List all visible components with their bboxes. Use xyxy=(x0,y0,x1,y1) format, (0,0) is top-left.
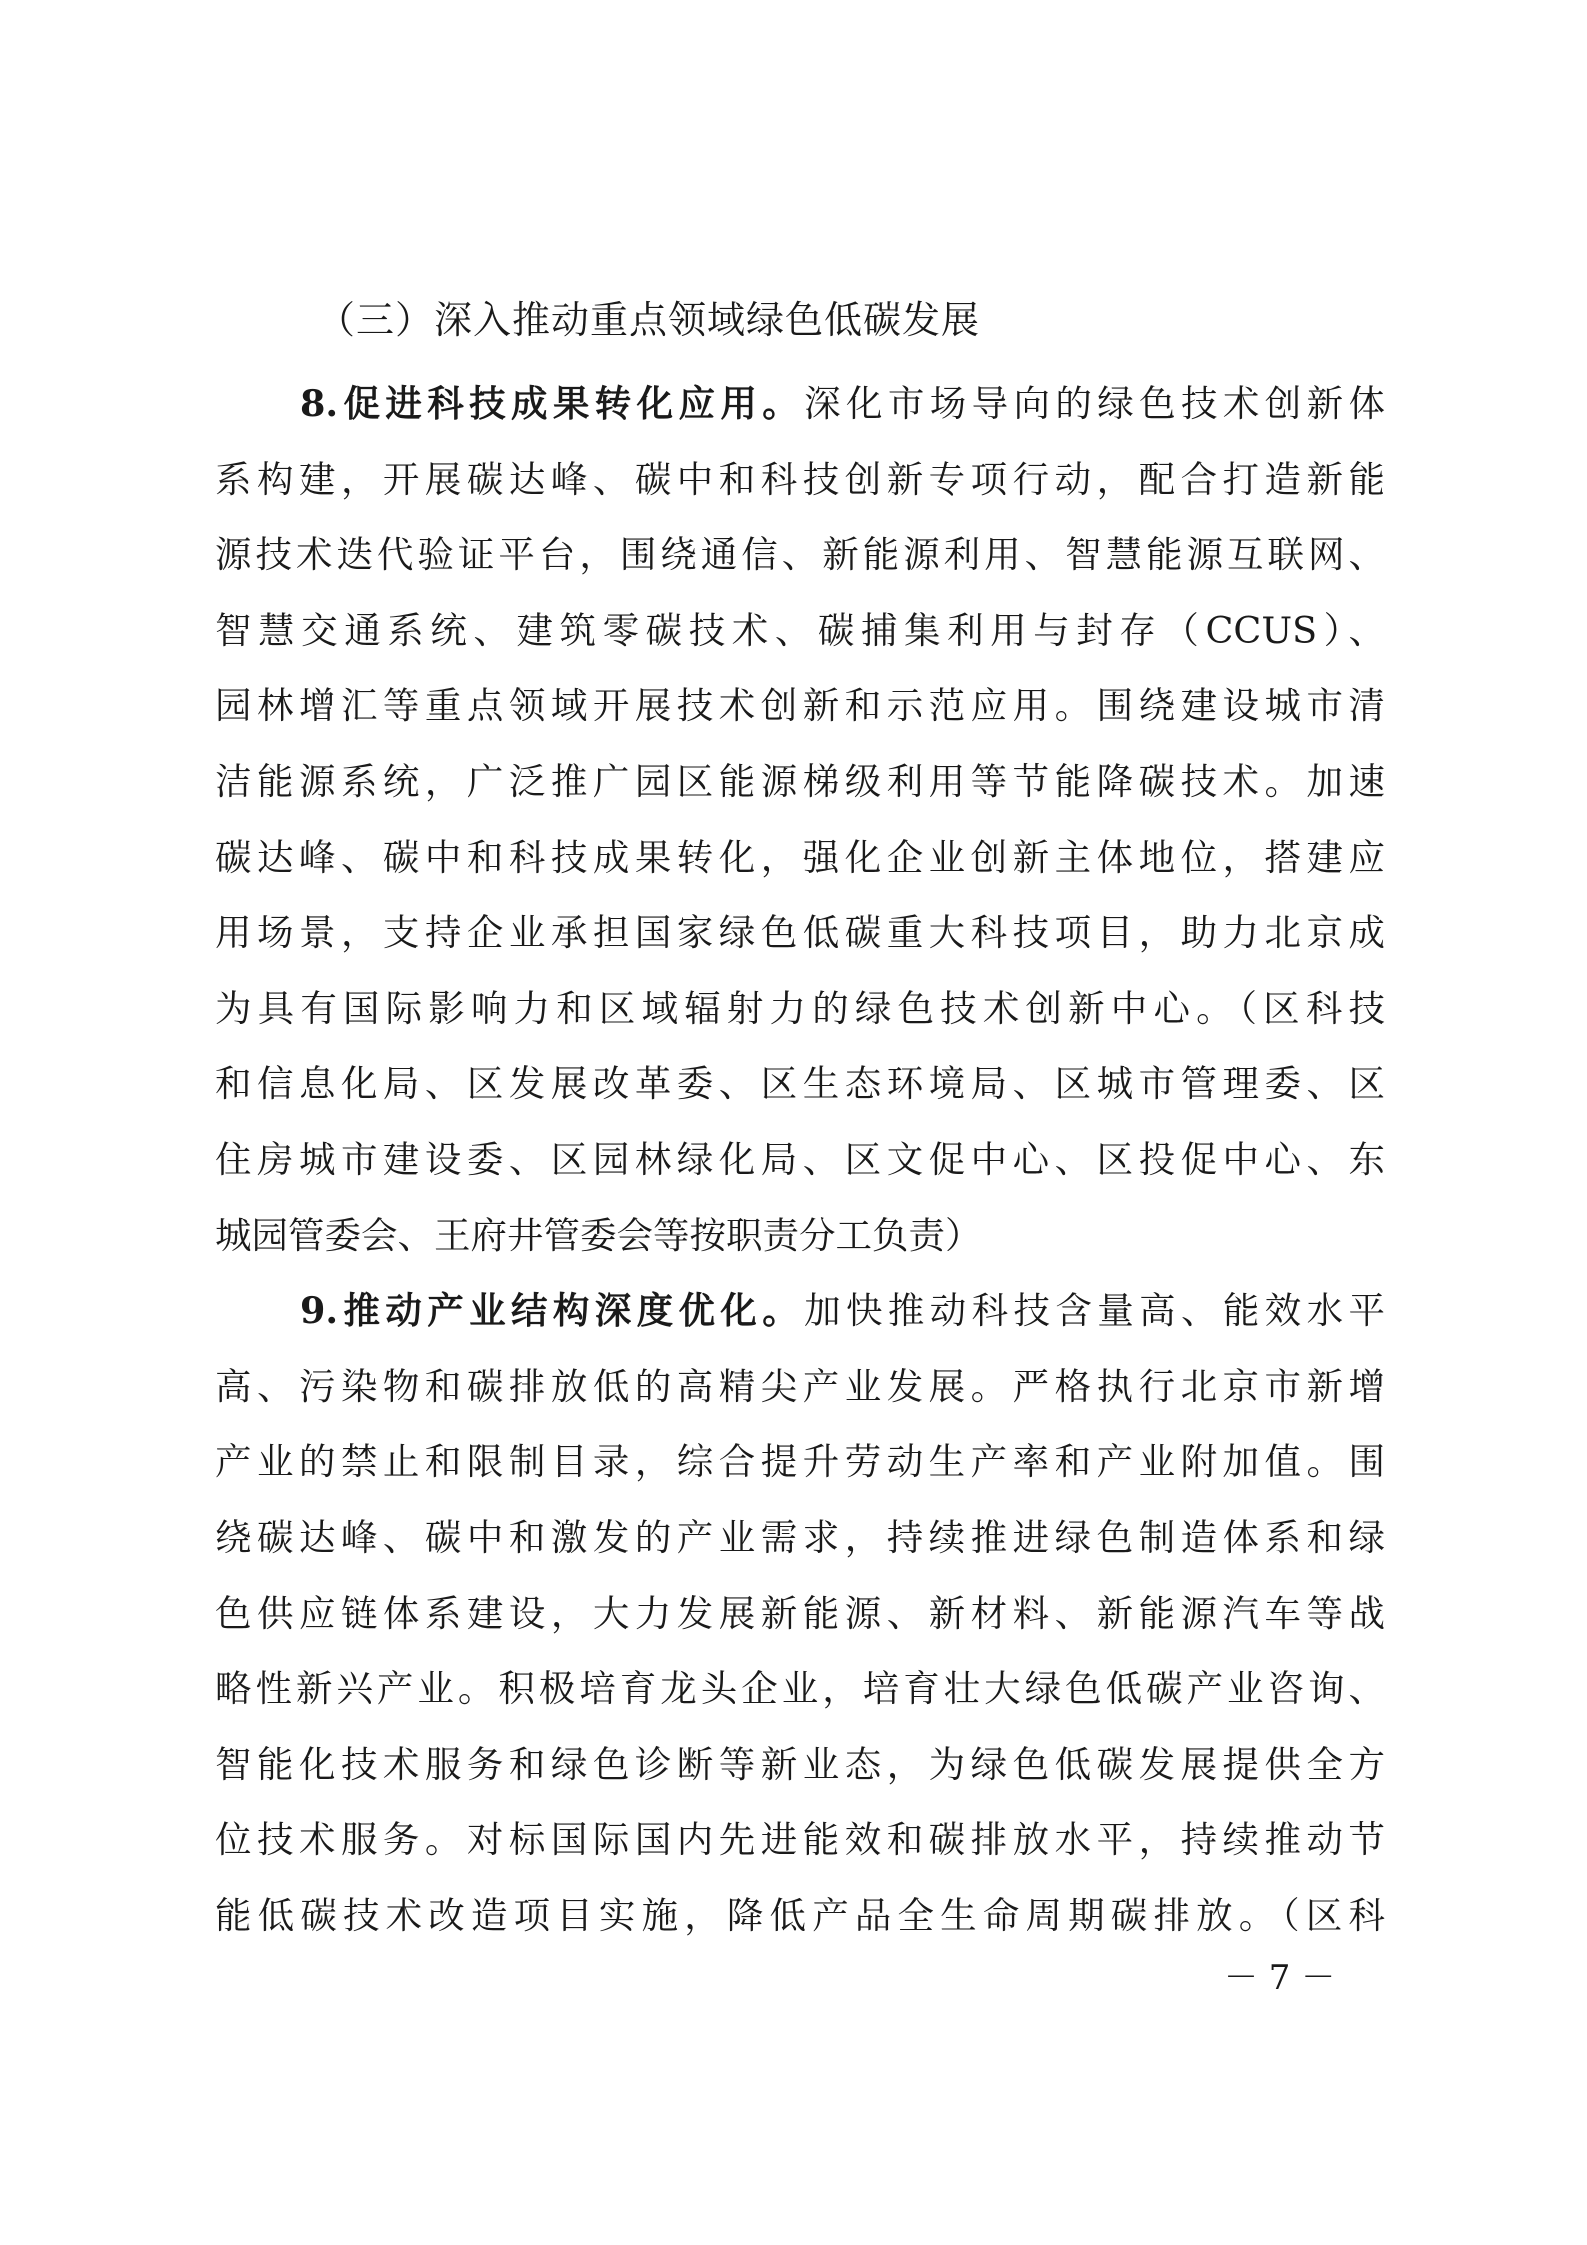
page-number: － 7 － xyxy=(1224,1958,1336,1998)
item8-line: 洁能源系统，广泛推广园区能源梯级利用等节能降碳技术。加速 xyxy=(215,759,1385,803)
item8-line: 系构建，开展碳达峰、碳中和科技创新专项行动，配合打造新能 xyxy=(215,457,1385,501)
item8-first-line xyxy=(215,366,1385,442)
item9-line: 略性新兴产业。积极培育龙头企业，培育壮大绿色低碳产业咨询、 xyxy=(215,1667,1385,1711)
item8-line: 源技术迭代验证平台，围绕通信、新能源利用、智慧能源互联网、 xyxy=(215,533,1385,577)
item8-line: 和信息化局、区发展改革委、区生态环境局、区城市管理委、区 xyxy=(215,1062,1385,1106)
item9-line: 产业的禁止和限制目录，综合提升劳动生产率和产业附加值。围 xyxy=(215,1440,1385,1484)
item8-line: 为具有国际影响力和区域辐射力的绿色技术创新中心。（区科技 xyxy=(215,986,1385,1030)
item9-line: 位技术服务。对标国际国内先进能效和碳排放水平，持续推动节 xyxy=(215,1818,1385,1862)
item8-line: 智慧交通系统、建筑零碳技术、碳捕集利用与封存（CCUS）、 xyxy=(215,608,1385,652)
item9-title: 9.推动产业结构深度优化。 xyxy=(300,1289,805,1333)
item9-first-line xyxy=(215,1273,1385,1349)
section-heading: （三）深入推动重点领域绿色低碳发展 xyxy=(317,298,981,342)
item8-first-line-text: 深化市场导向的绿色技术创新体 xyxy=(804,382,1386,425)
item9-line: 绕碳达峰、碳中和激发的产业需求，持续推进绿色制造体系和绿 xyxy=(215,1515,1385,1559)
item8-line: 碳达峰、碳中和科技成果转化，强化企业创新主体地位，搭建应 xyxy=(215,835,1385,879)
item9-line: 色供应链体系建设，大力发展新能源、新材料、新能源汽车等战 xyxy=(215,1591,1385,1635)
item8-line: 用场景，支持企业承担国家绿色低碳重大科技项目，助力北京成 xyxy=(215,911,1385,955)
item8-line: 住房城市建设委、区园林绿化局、区文促中心、区投促中心、东 xyxy=(215,1137,1385,1181)
item8-line: 园林增汇等重点领域开展技术创新和示范应用。围绕建设城市清 xyxy=(215,684,1385,728)
body-text xyxy=(215,366,1385,1953)
item9-first-line-text: 加快推动科技含量高、能效水平 xyxy=(804,1289,1386,1333)
item8-title: 8.促进科技成果转化应用。 xyxy=(300,382,805,425)
item9-line: 高、污染物和碳排放低的高精尖产业发展。严格执行北京市新增 xyxy=(215,1364,1385,1408)
item9-line: 能低碳技术改造项目实施，降低产品全生命周期碳排放。（区科 xyxy=(215,1893,1385,1937)
item9-line: 智能化技术服务和绿色诊断等新业态，为绿色低碳发展提供全方 xyxy=(215,1742,1385,1786)
item8-line: 城园管委会、王府井管委会等按职责分工负责） xyxy=(215,1213,982,1257)
